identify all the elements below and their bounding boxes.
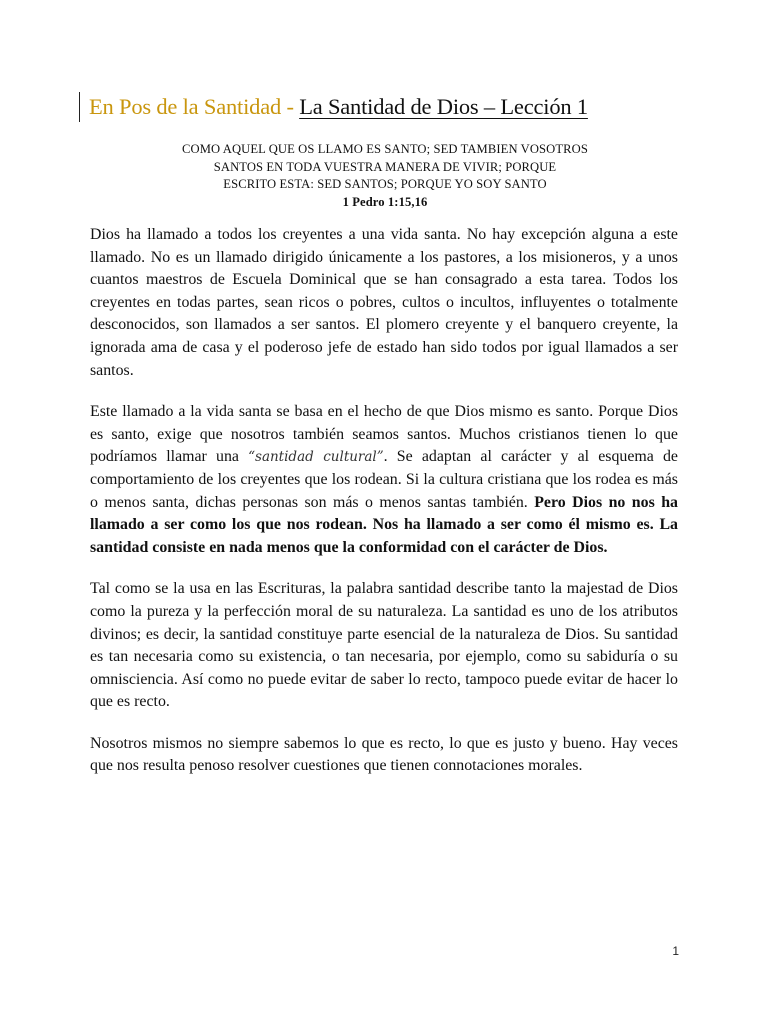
lesson-title: La Santidad de Dios – Lección 1 [299, 94, 588, 119]
paragraph-3: Tal como se la usa en las Escrituras, la palabra santidad describe tanto la majestad de Dios como la pureza y la perfección moral de su naturaleza. La santidad es uno de los atributos divinos; es decir, la santidad constituye parte esencial de la naturaleza de Dios. Su santidad es tan necesaria como su existencia, o tan necesaria, por ejemplo, como su sabiduría o su omnisciencia. Así como no puede evitar de saber lo recto, tampoco puede evitar de hacer lo que es recto. [90, 580, 678, 711]
paragraph-2-bold-statement: Pero Dios no nos ha llamado a ser como los que nos rodean. Nos ha llamado a ser como él mismo es. La santidad consiste en nada menos que la conformidad con el carácter de Dios. [90, 493, 678, 556]
bible-verse-epigraph [90, 141, 680, 211]
epigraph-line: ESCRITO ESTA: SED SANTOS; PORQUE YO SOY SANTO [223, 177, 547, 191]
paragraph-4: Nosotros mismos no siempre sabemos lo que es recto, lo que es justo y bueno. Hay veces que nos resulta penoso resolver cuestiones que tienen connotaciones morales. [90, 734, 678, 775]
lesson-title-bar [79, 92, 679, 124]
page-number: 1 [672, 944, 679, 958]
epigraph-line: COMO AQUEL QUE OS LLAMO ES SANTO; SED TAMBIEN VOSOTROS [182, 142, 588, 156]
title-left-rule [79, 92, 80, 122]
paragraph-2-text-b: . Se adaptan al carácter y al esquema de comportamiento de los creyentes que los rodean. Si la cultura cristiana que los rodea es más o menos santa, dichas personas son más o menos santas también. [90, 448, 678, 511]
paragraph-2 [90, 401, 678, 559]
epigraph-line: SANTOS EN TODA VUESTRA MANERA DE VIVIR; PORQUE [213, 159, 557, 174]
series-title: En Pos de la Santidad - [89, 94, 294, 119]
paragraph-1: Dios ha llamado a todos los creyentes a una vida santa. No hay excepción alguna a este llamado. No es un llamado dirigido únicamente a los pastores, a los misioneros, y a unos cuantos maestros de Escuela Dominical que se han consagrado a esta tarea. Todos los creyentes en todas partes, sean ricos o pobres, cultos o incultos, influyentes o totalmente desconocidos, son llamados a ser santos. El plomero creyente y el banquero creyente, la ignorada ama de casa y el poderoso jefe de estado han sido todos por igual llamados a ser santos. [90, 226, 678, 379]
paragraph-2-italic-term: “santidad cultural” [248, 449, 384, 466]
verse-reference: 1 Pedro 1:15,16 [342, 194, 428, 209]
lesson-body [90, 224, 678, 797]
paragraph-2-text-a: Este llamado a la vida santa se basa en el hecho de que Dios mismo es santo. Porque Dios es santo, exige que nosotros también seamos santos. Muchos cristianos tienen lo que podríamos llamar una [90, 403, 678, 466]
page-title [89, 93, 588, 121]
